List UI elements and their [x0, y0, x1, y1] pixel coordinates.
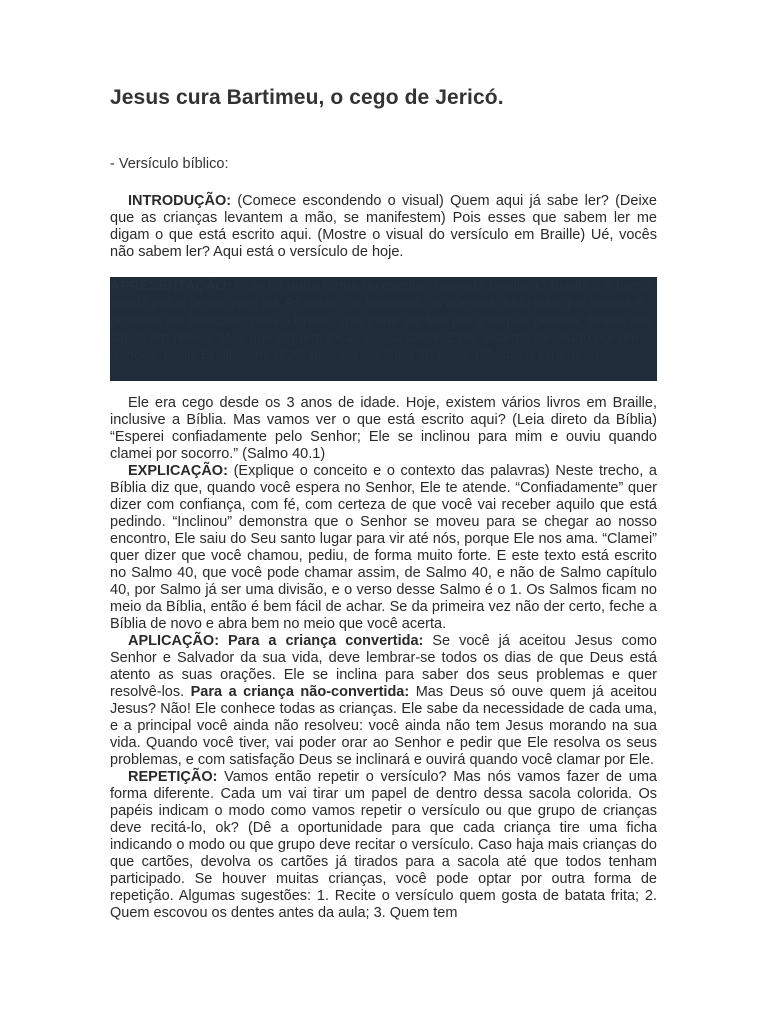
apresentacao-text: Hoje há outra forma de escrita chamada Braille. O Braille é a forma usada pelos cegos para ler. As letras, os números, os acentos, tudo isso que vamos é possível ser traduzido para o Braille, que pode ser lido por qualquer pessoa. Braille são sinais em relevo. Mas que alguém tocar, possa sentir. Esse sistema foi criado por um francês, Louis Braille, em 1829, quando ele tinha 20 anos. (Mostre o livro dele) [110, 277, 653, 363]
highlighted-selection[interactable] [110, 277, 657, 381]
repeticao-text: Vamos então repetir o versículo? Mas nós vamos fazer de uma forma diferente. Cada um vai tirar um papel de dentro dessa sacola colorida. Os papéis indicam o modo como vamos repetir o versículo ou que grupo de crianças deve recitá-lo, ok? (Dê a oportunidade para que cada criança tire uma ficha indicando o modo ou que grupo deve recitar o versículo. Caso haja mais crianças do que cartões, devolva os cartões já tirados para a sacola até que todos tenham participado. Se houver muitas crianças, você pode optar por outra forma de repetição. Algumas sugestões: 1. Recite o versículo quem gosta de batata frita; 2. Quem escovou os dentes antes da aula; 3. Quem tem [110, 769, 657, 921]
apresentacao-label: APRESENTAÇÃO: [110, 277, 232, 293]
repeticao-paragraph [110, 769, 657, 922]
intro-label: INTRODUÇÃO: [128, 193, 232, 209]
intro-text: (Comece escondendo o visual) Quem aqui já sabe ler? (Deixe que as crianças levantem a mão, se manifestem) Pois esses que sabem ler me digam o que está escrito aqui. (Mostre o visual do versículo em Braille) Ué, vocês não sabem ler? Aqui está o versículo de hoje. [110, 193, 657, 260]
paragraph-braille: Ele era cego desde os 3 anos de idade. Hoje, existem vários livros em Braille, inclusive a Bíblia. Mas vamos ver o que está escrito aqui? (Leia direto da Bíblia) “Esperei confiadamente pelo Senhor; Ele se inclinou para mim e ouviu quando clamei por socorro.” (Salmo 40.1) [110, 395, 657, 462]
aplicacao-convertida-label: Para a criança convertida: [219, 633, 424, 649]
aplicacao-nao-convertida-label: Para a criança não-convertida: [190, 684, 410, 700]
explicacao-paragraph [110, 463, 657, 633]
apresentacao-paragraph[interactable] [110, 277, 657, 363]
document-title: Jesus cura Bartimeu, o cego de Jericó. [110, 86, 504, 109]
aplicacao-paragraph [110, 633, 657, 769]
explicacao-label: EXPLICAÇÃO: [128, 463, 228, 479]
intro-paragraph [110, 193, 657, 261]
explicacao-text: (Explique o conceito e o contexto das palavras) Neste trecho, a Bíblia diz que, quando você espera no Senhor, Ele te atende. “Confiadamente” quer dizer com confiança, com fé, com certeza de que você vai receber aquilo que está pedindo. “Inclinou” demonstra que o Senhor se moveu para se chegar ao nosso encontro, Ele saiu do Seu santo lugar para vir até nós, porque Ele nos ama. “Clamei” quer dizer que você chamou, pediu, de forma muito forte. E este texto está escrito no Salmo 40, que você pode chamar assim, de Salmo 40, e não de Salmo capítulo 40, por Salmo já ser uma divisão, e o verso desse Salmo é o 1. Os Salmos ficam no meio da Bíblia, então é bem fácil de achar. Se da primeira vez não der certo, feche a Bíblia de novo e abra bem no meio que você acerta. [110, 463, 657, 632]
section-subtitle: - Versículo bíblico: [110, 156, 229, 172]
document-body [110, 86, 657, 922]
aplicacao-text-1: Se você já aceitou Jesus como Senhor e Salvador da sua vida, deve lembrar-se todos os dias de que Deus está atento as suas orações. Ele se inclina para saber dos seus problemas e quer resolvê-los. [110, 633, 657, 700]
repeticao-label: REPETIÇÃO: [128, 769, 218, 785]
aplicacao-label: APLICAÇÃO: [128, 633, 220, 649]
aplicacao-text-2: Mas Deus só ouve quem já aceitou Jesus? Não! Ele conhece todas as crianças. Ele sabe da necessidade de cada uma, e a principal você ainda não resolveu: você ainda não tem Jesus morando na sua vida. Quando você tiver, vai poder orar ao Senhor e pedir que Ele resolva os seus problemas, e com satisfação Deus se inclinará e ouvirá quando você clamar por Ele. [110, 684, 657, 768]
